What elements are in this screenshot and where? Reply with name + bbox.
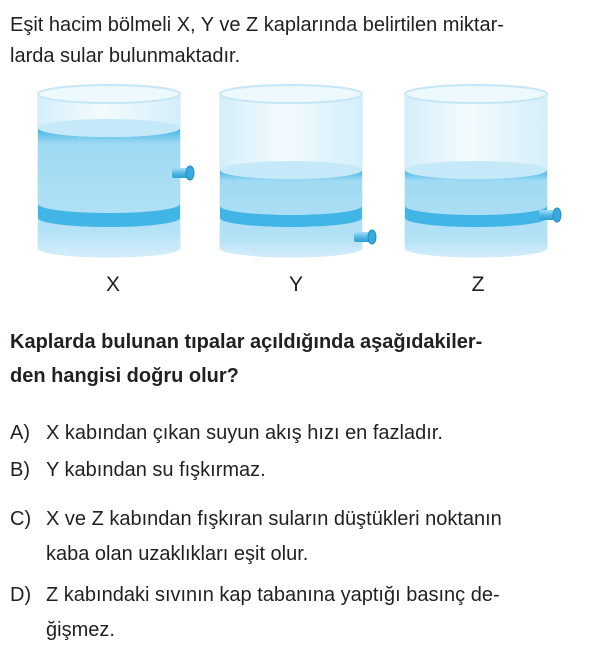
- container-y-rim: [220, 85, 362, 103]
- container-x-label: X: [105, 273, 121, 296]
- container-z-tap-icon: [539, 208, 561, 222]
- option-c-line-2: kaba olan uzaklıkları eşit olur.: [46, 543, 309, 565]
- option-d-line-2: ğişmez.: [46, 619, 115, 641]
- option-d-letter: D): [10, 584, 32, 606]
- container-x-water: [38, 128, 180, 257]
- option-a[interactable]: [10, 416, 596, 451]
- container-x-rim: [38, 85, 180, 103]
- option-c[interactable]: [10, 502, 596, 572]
- container-z-label: Z: [471, 273, 485, 296]
- question-text: [10, 325, 594, 393]
- container-y-label: Y: [288, 273, 304, 296]
- container-x: [38, 85, 194, 257]
- container-x-water-surface: [38, 119, 180, 137]
- intro-text: [10, 10, 596, 72]
- option-a-letter: A): [10, 422, 30, 444]
- option-a-line-1: X kabından çıkan suyun akış hızı en fazladır.: [46, 422, 443, 444]
- option-c-letter: C): [10, 508, 32, 530]
- question-line-1: Kaplarda bulunan tıpalar açıldığında aşağıdakiler-: [10, 331, 483, 353]
- container-z-rim: [405, 85, 547, 103]
- containers-figure: [0, 78, 602, 306]
- option-d-line-1: Z kabındaki sıvının kap tabanına yaptığı basınç de-: [46, 584, 500, 606]
- option-b[interactable]: [10, 453, 596, 488]
- option-c-line-1: X ve Z kabından fışkıran suların düştükleri noktanın: [46, 508, 502, 530]
- container-z-water-surface: [405, 161, 547, 179]
- container-z: [405, 85, 561, 257]
- question-line-2: den hangisi doğru olur?: [10, 365, 239, 387]
- container-y-water-surface: [220, 161, 362, 179]
- option-d[interactable]: [10, 578, 596, 648]
- intro-line-1: Eşit hacim bölmeli X, Y ve Z kaplarında belirtilen miktar-: [10, 14, 504, 36]
- option-b-letter: B): [10, 459, 30, 481]
- option-b-line-1: Y kabından su fışkırmaz.: [46, 459, 266, 481]
- container-y: [220, 85, 376, 257]
- container-y-tap-icon: [354, 230, 376, 244]
- container-x-tap-icon: [172, 166, 194, 180]
- intro-line-2: larda sular bulunmaktadır.: [10, 45, 241, 67]
